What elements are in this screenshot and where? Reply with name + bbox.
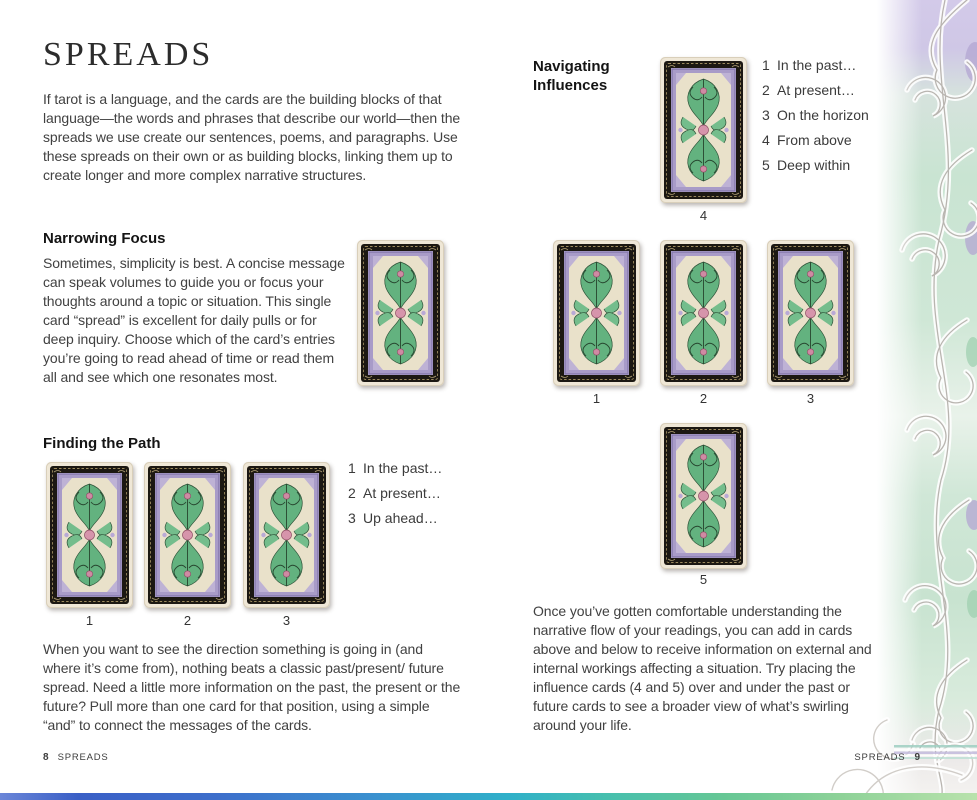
page-title: SPREADS <box>43 36 214 73</box>
footer-page-number: 8 <box>43 752 49 763</box>
corner-flourish <box>802 665 977 800</box>
section-heading-navigating-influences: Navigating Influences <box>533 58 610 94</box>
legend-number: 2 <box>348 485 356 501</box>
bottom-gradient-bar <box>0 793 977 800</box>
legend-item <box>762 83 869 98</box>
finding-path-legend <box>348 461 442 536</box>
legend-item <box>348 486 442 501</box>
footer-chapter-title: SPREADS <box>57 752 109 763</box>
card-position-label: 1 <box>85 613 94 628</box>
footer-chapter-title: SPREADS <box>854 752 906 763</box>
legend-item <box>762 108 869 123</box>
tarot-card-present <box>660 240 747 386</box>
tarot-card-present <box>144 462 231 608</box>
navigating-influences-paragraph: Once you’ve gotten comfortable understanding the narrative flow of your readings, you can add in cards above and below to receive information on external and internal workings affecting a situation. Try placing the influence cards (4 and 5) over and under the past or future cards to see a broader view of what’s swirling around your life. <box>533 603 872 733</box>
tarot-card-above <box>660 57 747 203</box>
legend-item <box>762 158 869 173</box>
tarot-card-below <box>660 423 747 569</box>
card-position-label: 4 <box>699 208 708 223</box>
card-position-label: 3 <box>282 613 291 628</box>
legend-text: In the past… <box>363 460 443 476</box>
legend-text: In the past… <box>777 57 857 73</box>
legend-text: Deep within <box>777 157 851 173</box>
finding-path-paragraph: When you want to see the direction something is going in (and where it’s come from), nothing beats a classic past/present/ future spread. Need a little more information on the past, the present or the future? Pull more than one card for that position, using a simple “and” to connect the messages of the cards. <box>43 641 461 733</box>
card-position-label: 5 <box>699 572 708 587</box>
legend-item <box>762 58 869 73</box>
card-position-label: 1 <box>592 391 601 406</box>
right-page-footer <box>854 752 920 763</box>
legend-item <box>348 461 442 476</box>
left-page-footer <box>43 752 109 763</box>
legend-number: 1 <box>762 57 770 73</box>
legend-number: 2 <box>762 82 770 98</box>
legend-number: 1 <box>348 460 356 476</box>
footer-page-number: 9 <box>914 752 920 763</box>
legend-text: At present… <box>363 485 441 501</box>
card-position-label: 2 <box>183 613 192 628</box>
section-heading-finding-the-path: Finding the Path <box>43 435 161 452</box>
section-heading-narrowing-focus: Narrowing Focus <box>43 230 166 247</box>
tarot-card-past <box>46 462 133 608</box>
card-position-label: 3 <box>806 391 815 406</box>
card-position-label: 2 <box>699 391 708 406</box>
legend-number: 3 <box>762 107 770 123</box>
tarot-card-future <box>767 240 854 386</box>
narrowing-focus-paragraph: Sometimes, simplicity is best. A concise message can speak volumes to guide you or focus your thoughts around a topic or situation. This single card “spread” is excellent for daily pulls or for deep inquiry. Choose which of the card’s entries you’re going to read ahead of time or read them all and see which one resonates most. <box>43 255 345 385</box>
navigating-influences-legend <box>762 58 869 183</box>
legend-item <box>762 133 869 148</box>
legend-text: At present… <box>777 82 855 98</box>
legend-text: On the horizon <box>777 107 869 123</box>
legend-item <box>348 511 442 526</box>
intro-paragraph: If tarot is a language, and the cards are the building blocks of that language—the words and phrases that describe our world—then the spreads we use create our sentences, poems, and paragraphs. Use these spreads on their own or as building blocks, linking them up to create longer and more complex narrative structures. <box>43 91 461 183</box>
legend-number: 3 <box>348 510 356 526</box>
legend-number: 4 <box>762 132 770 148</box>
tarot-card-past <box>553 240 640 386</box>
legend-text: From above <box>777 132 852 148</box>
tarot-card-future <box>243 462 330 608</box>
legend-number: 5 <box>762 157 770 173</box>
tarot-card-single <box>357 240 444 386</box>
legend-text: Up ahead… <box>363 510 438 526</box>
